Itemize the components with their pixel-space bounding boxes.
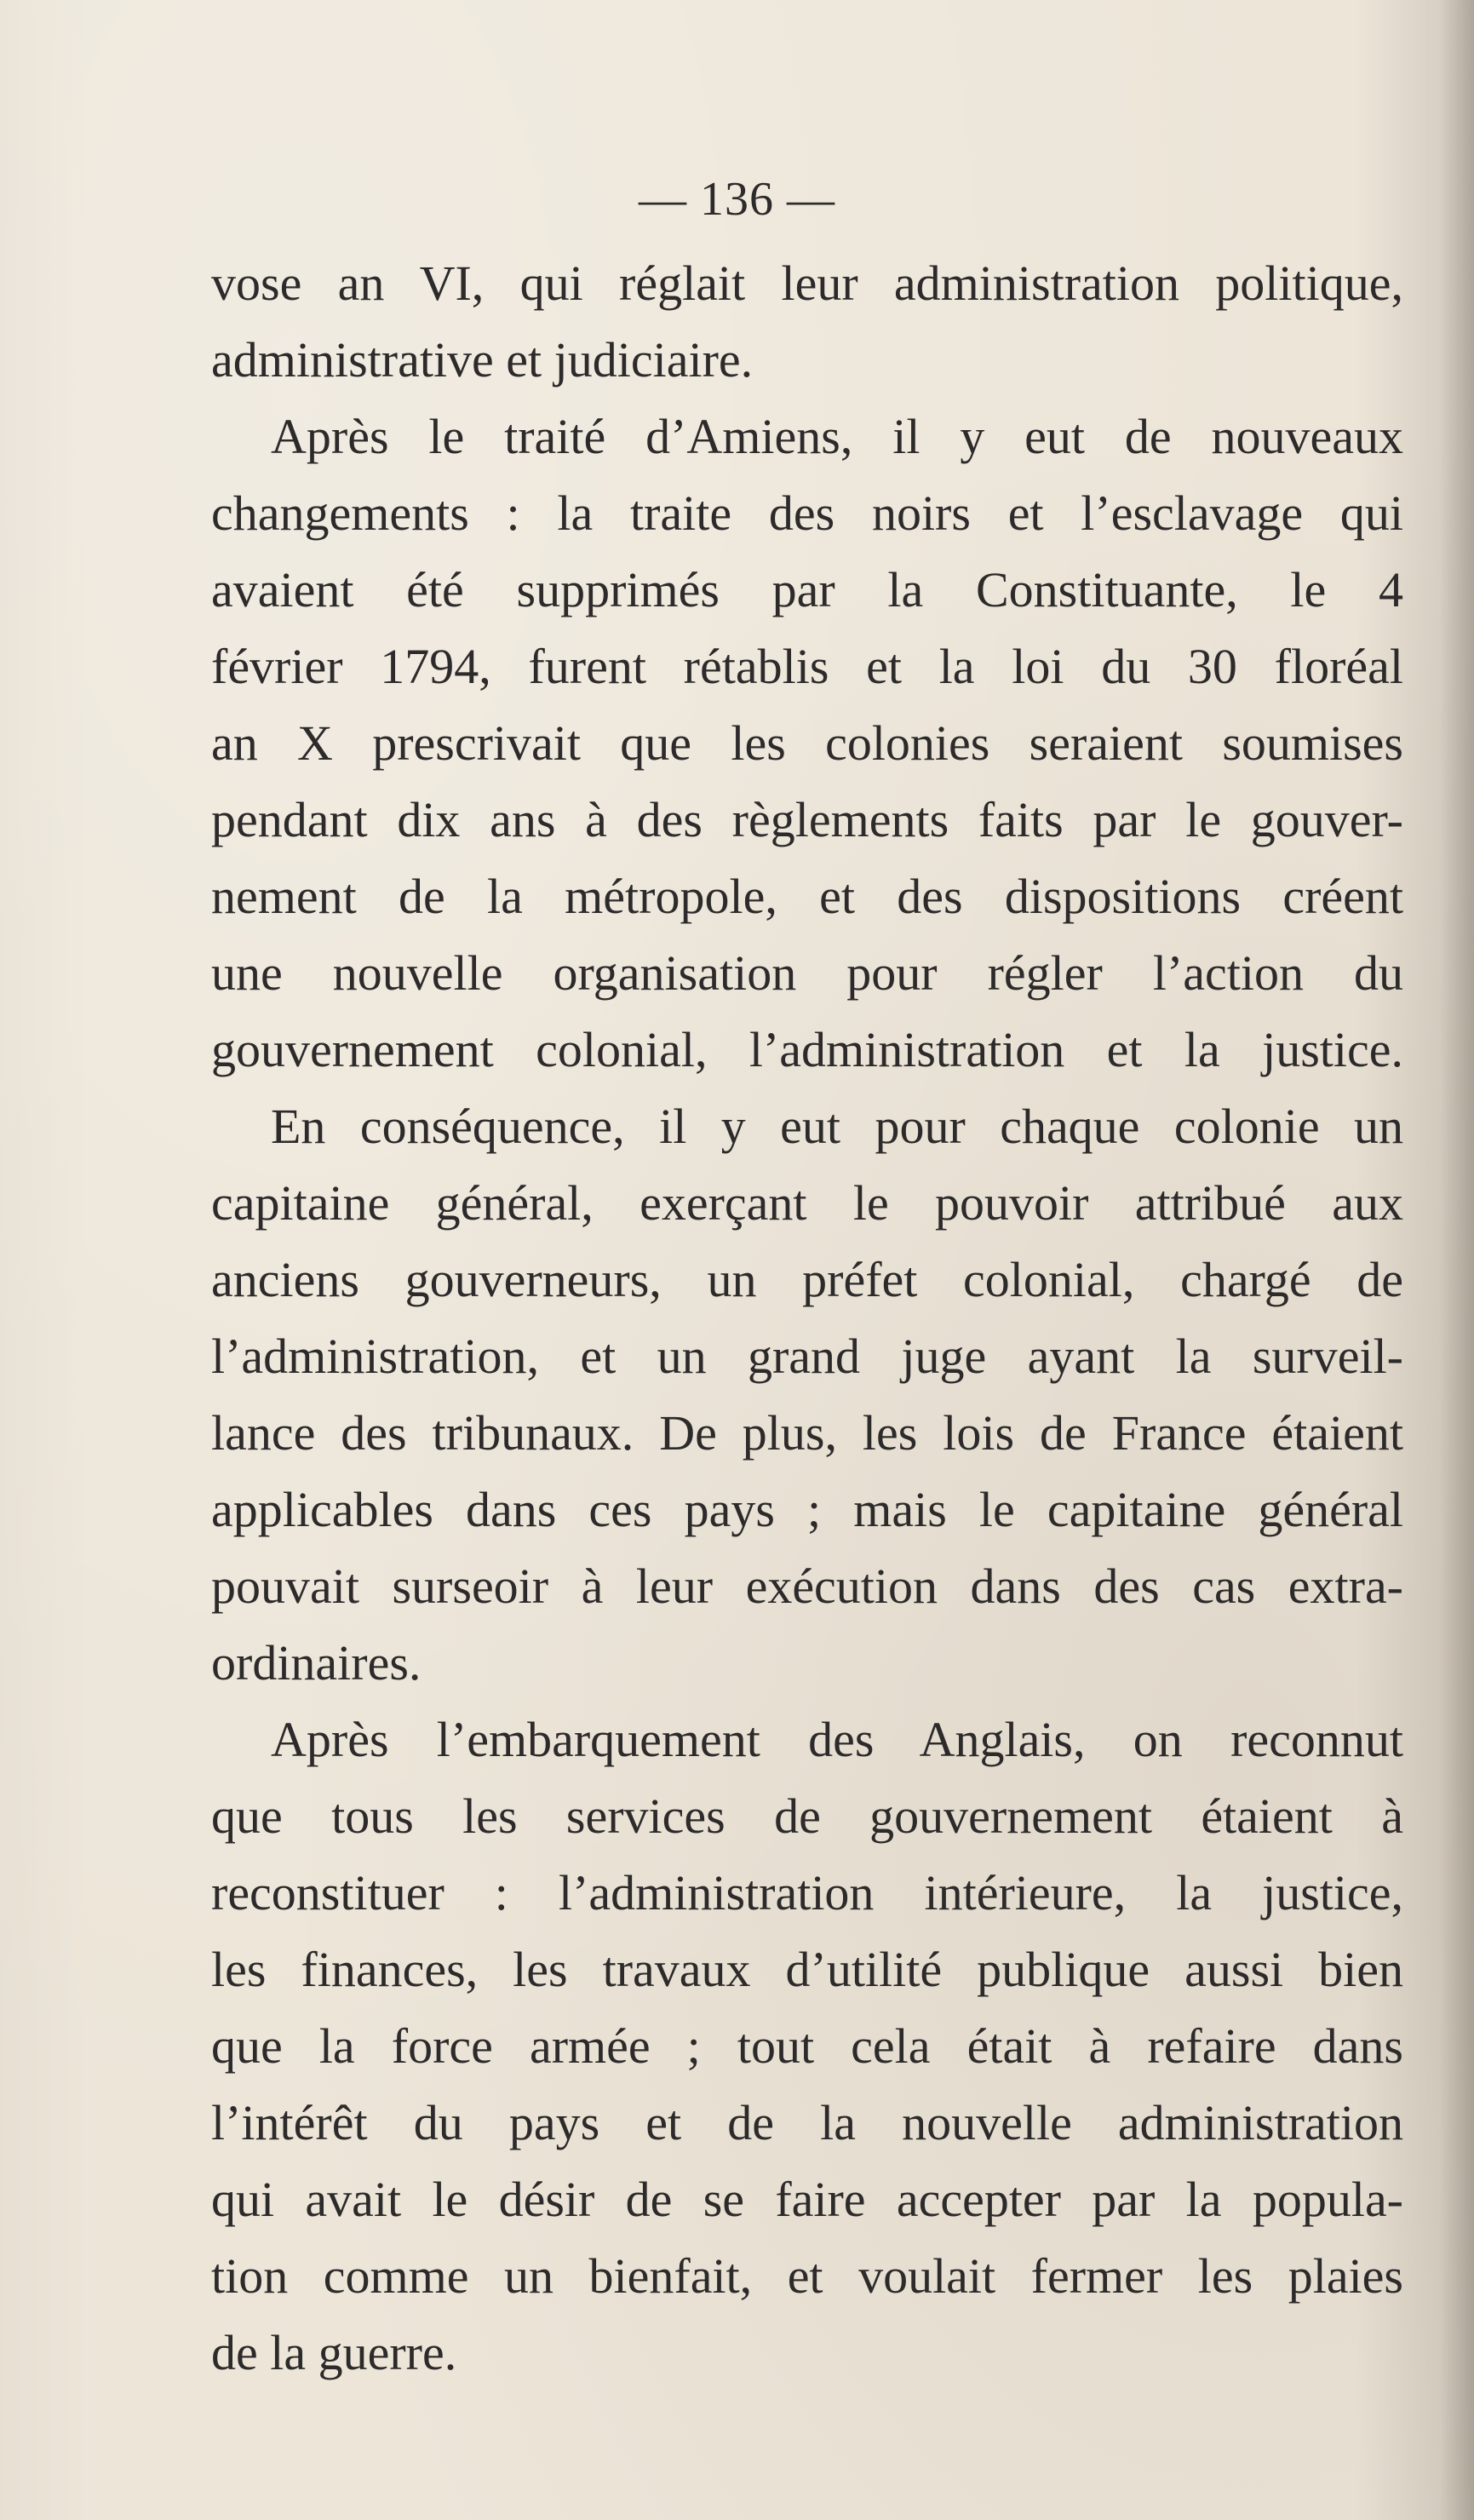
text-line: pouvait surseoir à leur exécution dans des cas extra- (211, 1558, 1403, 1614)
text-line: les finances, les travaux d’utilité publique aussi bien (211, 1942, 1403, 1997)
text-line: pendant dix ans à des règlements faits par le gouver- (211, 792, 1403, 847)
text-line: vose an VI, qui réglait leur administration politique, (211, 255, 1403, 311)
page-edge-shadow (1440, 0, 1474, 2520)
page-number: — 136 — (639, 173, 835, 226)
text-line: l’administration, et un grand juge ayant la surveil- (211, 1329, 1403, 1384)
text-line: Après l’embarquement des Anglais, on reconnut (271, 1712, 1403, 1767)
text-line: applicables dans ces pays ; mais le capitaine général (211, 1482, 1403, 1537)
text-line: Après le traité d’Amiens, il y eut de nouveaux (271, 409, 1403, 464)
text-line: lance des tribunaux. De plus, les lois de France étaient (211, 1405, 1403, 1461)
text-line: reconstituer : l’administration intérieure, la justice, (211, 1865, 1403, 1920)
text-line: février 1794, furent rétablis et la loi du 30 floréal (211, 639, 1403, 694)
text-line: capitaine général, exerçant le pouvoir attribué aux (211, 1175, 1403, 1231)
text-line: gouvernement colonial, l’administration et la justice. (211, 1022, 1403, 1077)
text-line: avaient été supprimés par la Constituante, le 4 (211, 562, 1403, 617)
text-line: que tous les services de gouvernement étaient à (211, 1788, 1403, 1844)
body-text (211, 245, 1403, 2391)
text-line: tion comme un bienfait, et voulait fermer les plaies (211, 2248, 1403, 2304)
text-line: que la force armée ; tout cela était à refaire dans (211, 2018, 1403, 2074)
text-line: l’intérêt du pays et de la nouvelle administration (211, 2095, 1403, 2150)
text-line: nement de la métropole, et des dispositions créent (211, 869, 1403, 924)
text-line: une nouvelle organisation pour régler l’action du (211, 945, 1403, 1001)
text-line: ordinaires. (211, 1635, 422, 1691)
text-line: anciens gouverneurs, un préfet colonial, chargé de (211, 1252, 1403, 1307)
text-line: an X prescrivait que les colonies seraient soumises (211, 715, 1403, 771)
text-line: En conséquence, il y eut pour chaque colonie un (271, 1099, 1403, 1154)
text-line: administrative et judiciaire. (211, 332, 754, 387)
text-line: de la guerre. (211, 2325, 457, 2380)
text-line: changements : la traite des noirs et l’esclavage qui (211, 485, 1403, 541)
text-line: qui avait le désir de se faire accepter par la popula- (211, 2172, 1403, 2227)
